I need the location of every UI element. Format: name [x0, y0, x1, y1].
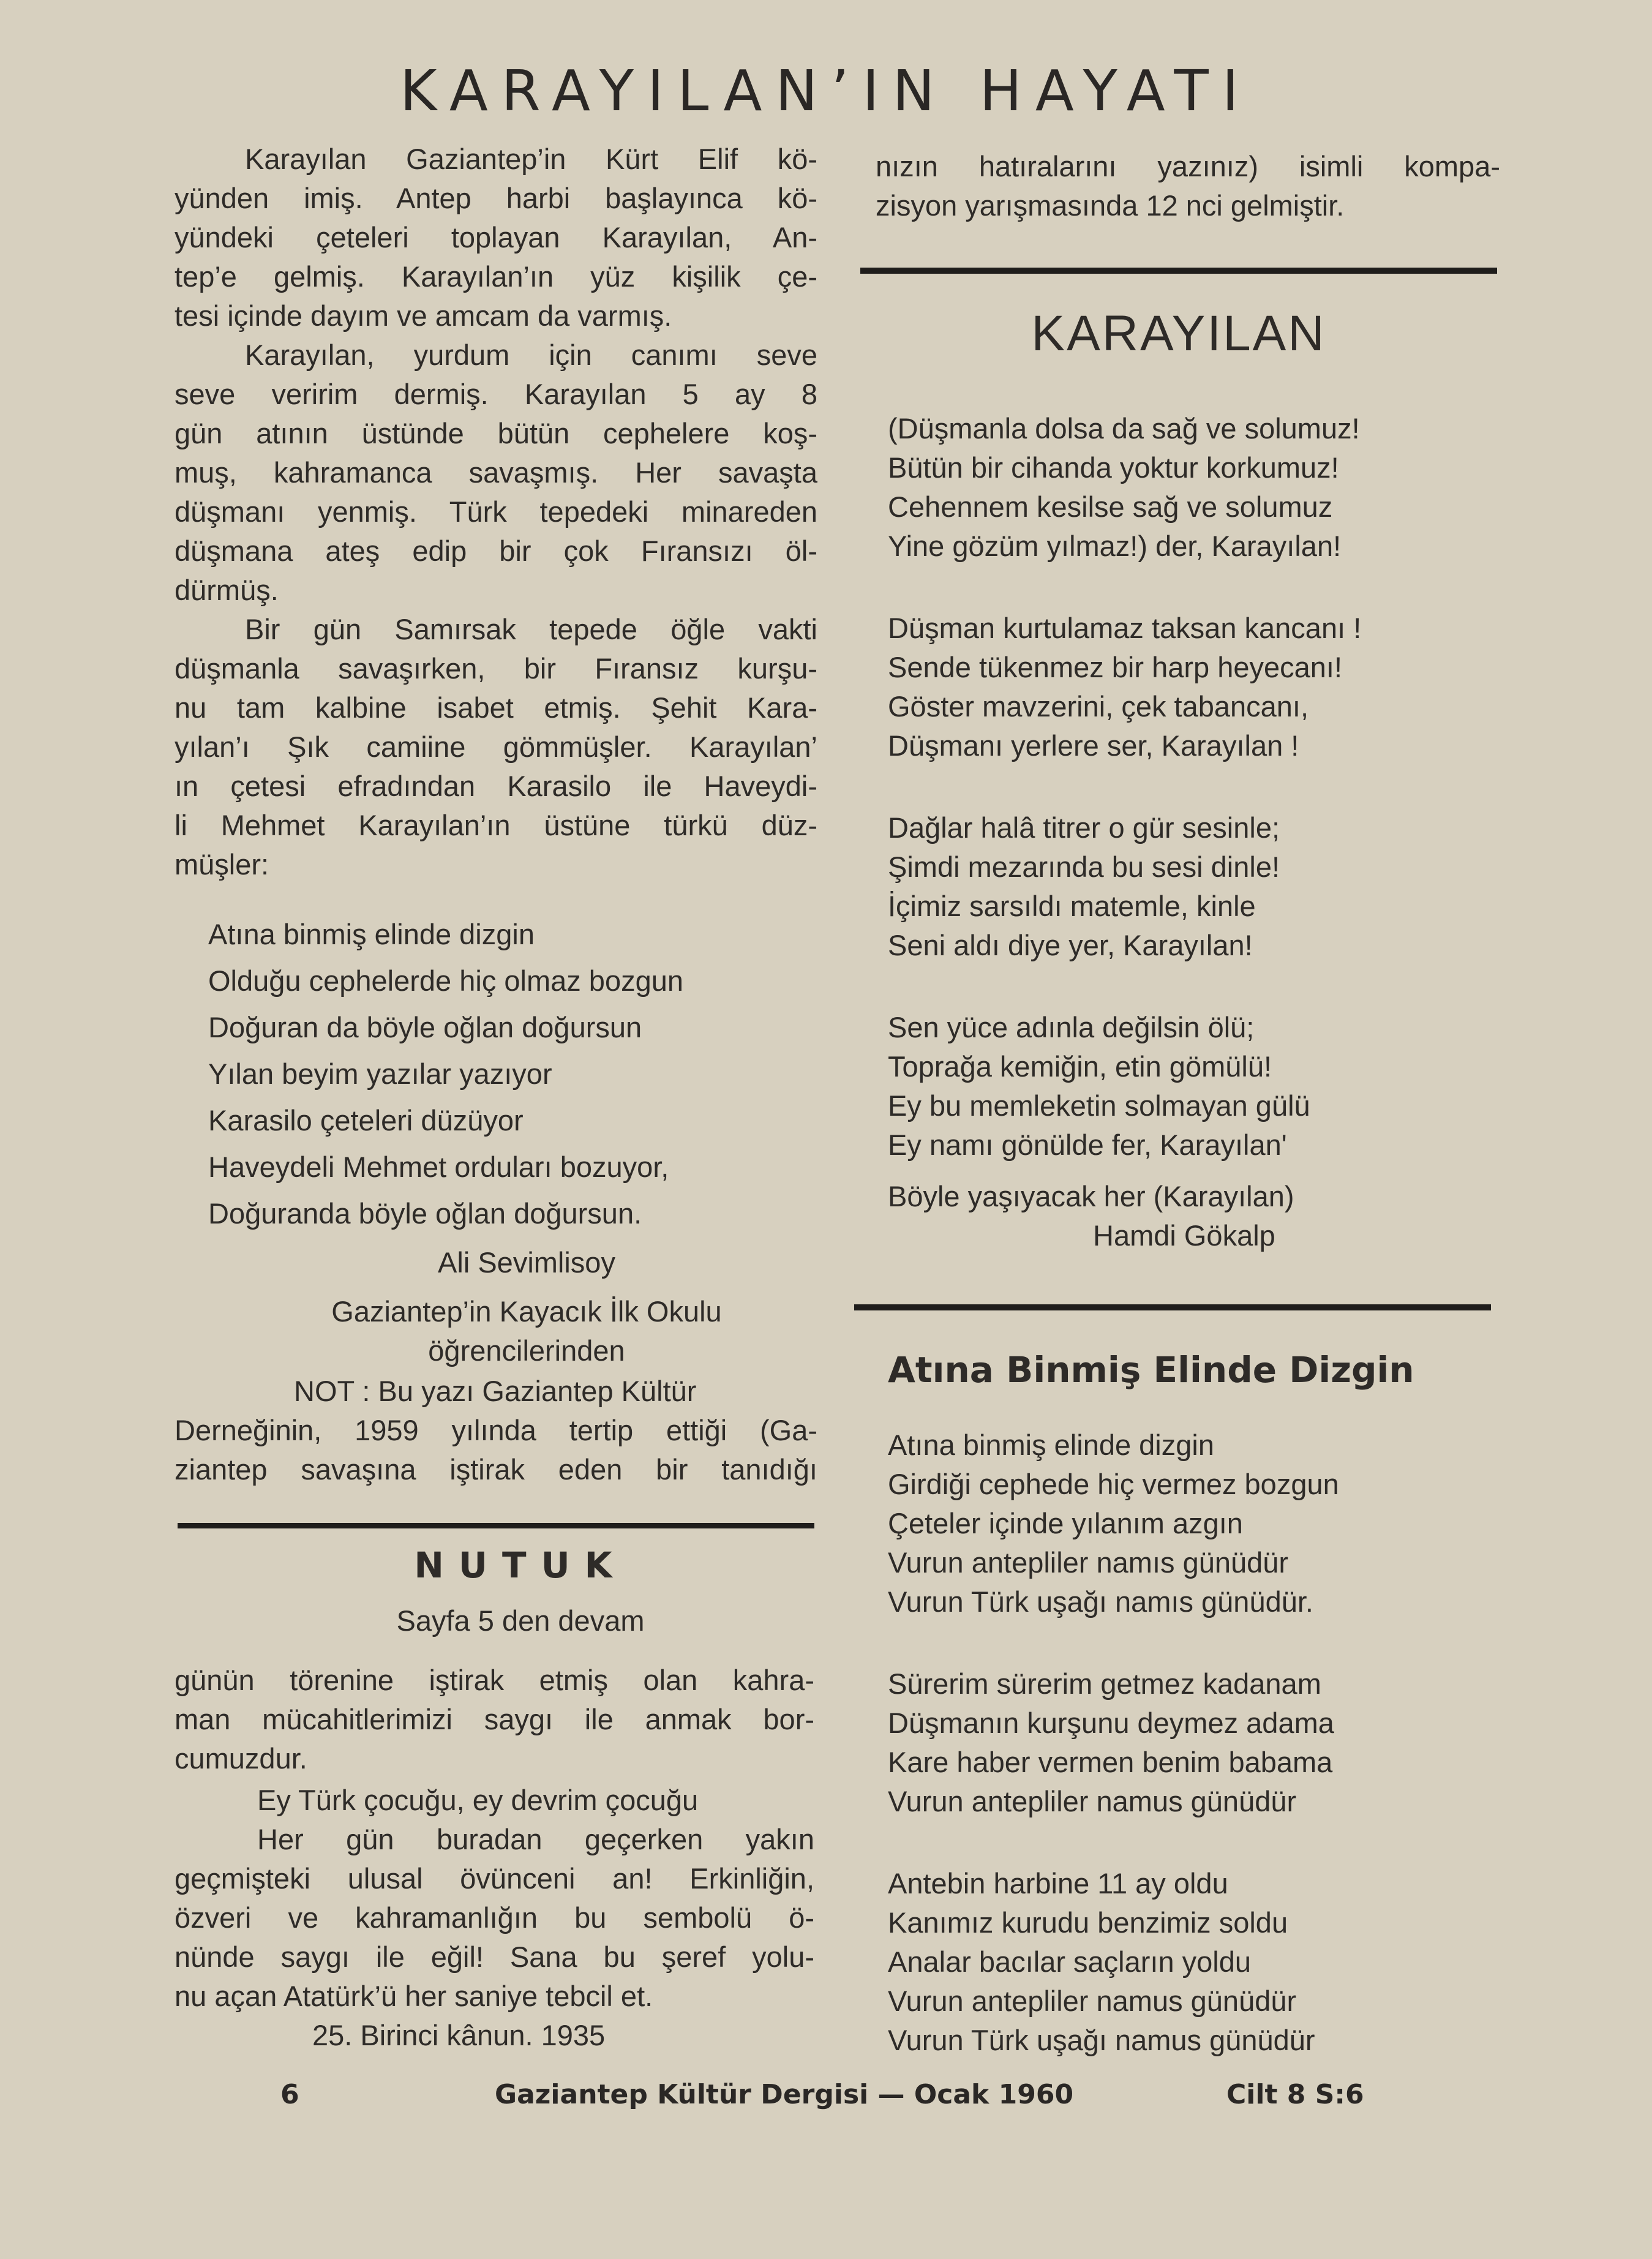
article-line: ın çetesi efradından Karasilo ile Haveydi-: [175, 770, 817, 802]
article-line: yünden imiş. Antep harbi başlayınca kö-: [175, 182, 817, 214]
note-block: [175, 1372, 817, 1489]
poem-line: Analar bacılar saçların yoldu: [888, 1945, 1252, 1978]
poem-line: Göster mavzerini, çek tabancanı,: [888, 690, 1309, 723]
article-line: gün atının üstünde bütün cephelere koş-: [175, 417, 817, 449]
poem-line: Sürerim sürerim getmez kadanam: [888, 1667, 1321, 1700]
atina-binmis-poem: [888, 1426, 1500, 2060]
note-line: Derneğinin, 1959 yılında tertip ettiği (Ga-: [175, 1414, 817, 1446]
stanza: [888, 1008, 1500, 1165]
nutuk-line: özveri ve kahramanlığın bu sembolü ö-: [175, 1901, 814, 1934]
article-line: dürmüş.: [175, 574, 279, 606]
poem-line: Sen yüce adınla değilsin ölü;: [888, 1011, 1255, 1043]
poem-line: İçimiz sarsıldı matemle, kinle: [888, 890, 1256, 922]
note-line: ziantep savaşına iştirak eden bir tanıdığı: [175, 1453, 817, 1486]
poem-line: Kanımız kurudu benzimiz soldu: [888, 1906, 1288, 1939]
poem-line: Çeteler içinde yılanım azgın: [888, 1507, 1243, 1539]
article-line: müşler:: [175, 848, 269, 881]
poem-line: Doğuran da böyle oğlan doğursun: [208, 1011, 642, 1043]
poem-line: Düşman kurtulamaz taksan kancanı !: [888, 612, 1362, 644]
nutuk-date: 25. Birinci kânun. 1935: [312, 2019, 606, 2051]
left-poem: [208, 911, 820, 1237]
atina-binmis-title: Atına Binmiş Elinde Dizgin: [888, 1349, 1414, 1391]
karayilan-poem: [888, 409, 1500, 1255]
poem-line: Düşmanın kurşunu deymez adama: [888, 1707, 1334, 1739]
nutuk-subtitle: Sayfa 5 den devam: [396, 1604, 645, 1637]
article-line: düşmana ateş edip bir çok Fıransızı öl-: [175, 535, 817, 567]
stanza: [888, 1664, 1500, 1821]
continued-line: zisyon yarışmasında 12 nci gelmiştir.: [876, 189, 1345, 222]
poem-line: Düşmanı yerlere ser, Karayılan !: [888, 729, 1299, 762]
poem-line: Ey namı gönülde fer, Karayılan': [888, 1129, 1287, 1161]
school-block: [175, 1292, 879, 1370]
article-line: düşmanla savaşırken, bir Fıransız kurşu-: [175, 652, 817, 685]
article-line: nu tam kalbine isabet etmiş. Şehit Kara-: [175, 691, 817, 724]
article-line: Karayılan Gaziantep’in Kürt Elif kö-: [245, 143, 817, 175]
note-line: NOT : Bu yazı Gaziantep Kültür: [294, 1375, 697, 1407]
poem-line: Girdiği cephede hiç vermez bozgun: [888, 1468, 1339, 1500]
poem-line: Toprağa kemiğin, etin gömülü!: [888, 1050, 1272, 1083]
poem-closing: Böyle yaşıyacak her (Karayılan): [888, 1180, 1294, 1212]
poem-line: Sende tükenmez bir harp heyecanı!: [888, 651, 1343, 683]
article-line: yılan’ı Şık camiine gömmüşler. Karayılan’: [175, 731, 817, 763]
divider: [854, 1304, 1491, 1310]
article-line: li Mehmet Karayılan’ın üstüne türkü düz-: [175, 809, 817, 841]
volume-info: Cilt 8 S:6: [1226, 2079, 1364, 2110]
nutuk-subtitle-block: [175, 1601, 866, 1641]
divider: [860, 268, 1497, 274]
divider: [178, 1523, 814, 1528]
stanza: [888, 1864, 1500, 2060]
poem-line: Cehennem kesilse sağ ve solumuz: [888, 491, 1333, 523]
page-title: KARAYILAN’IN HAYATI: [400, 58, 1252, 124]
nutuk-line: cumuzdur.: [175, 1742, 307, 1775]
poem-line: Seni aldı diye yer, Karayılan!: [888, 929, 1253, 961]
poem-line: Antebin harbine 11 ay oldu: [888, 1867, 1228, 1900]
article-line: Bir gün Samırsak tepede öğle vakti: [245, 613, 817, 645]
nutuk-line: günün törenine iştirak etmiş olan kahra-: [175, 1664, 814, 1696]
article-line: seve veririm dermiş. Karayılan 5 ay 8: [175, 378, 817, 410]
nutuk-line: man mücahitlerimizi saygı ile anmak bor-: [175, 1703, 814, 1735]
poem-line: Vurun Türk uşağı namus günüdür: [888, 2024, 1315, 2056]
nutuk-line: Her gün buradan geçerken yakın: [257, 1823, 814, 1855]
nutuk-line: nu açan Atatürk’ü her saniye tebcil et.: [175, 1980, 653, 2012]
page-number: 6: [280, 2079, 299, 2110]
poem-line: Şimdi mezarında bu sesi dinle!: [888, 851, 1280, 883]
poem-line: Vurun antepliler namıs günüdür: [888, 1546, 1289, 1579]
poem-line: Vurun antepliler namus günüdür: [888, 1985, 1297, 2017]
stanza: [888, 808, 1500, 965]
poem-line: Vurun Türk uşağı namıs günüdür.: [888, 1585, 1313, 1618]
article-line: Karayılan, yurdum için canımı seve: [245, 339, 817, 371]
left-article: [175, 140, 817, 884]
article-line: tep’e gelmiş. Karayılan’ın yüz kişilik çe-: [175, 260, 817, 293]
poem-line: Vurun antepliler namus günüdür: [888, 1785, 1297, 1817]
article-line: yündeki çeteleri toplayan Karayılan, An-: [175, 221, 817, 254]
author-name: Ali Sevimlisoy: [438, 1246, 615, 1279]
poem-line: Bütün bir cihanda yoktur korkumuz!: [888, 451, 1339, 484]
article-line: düşmanı yenmiş. Türk tepedeki minareden: [175, 495, 817, 528]
nutuk-body: [175, 1661, 814, 1778]
poem-line: Yılan beyim yazılar yazıyor: [208, 1058, 552, 1090]
karayilan-title: KARAYILAN: [1031, 306, 1326, 361]
article-line: tesi içinde dayım ve amcam da varmış.: [175, 299, 672, 332]
stanza: [888, 1426, 1500, 1622]
poem-line: Dağlar halâ titrer o gür sesinle;: [888, 811, 1280, 844]
stanza: [888, 409, 1500, 566]
poem-line: Olduğu cephelerde hiç olmaz bozgun: [208, 964, 684, 997]
article-line: muş, kahramanca savaşmış. Her savaşta: [175, 456, 817, 489]
poem-line: Karasilo çeteleri düzüyor: [208, 1104, 524, 1137]
poem-line: (Düşmanla dolsa da sağ ve solumuz!: [888, 412, 1360, 445]
school-line: öğrencilerinden: [428, 1334, 625, 1367]
poem-line: Ey bu memleketin solmayan gülü: [888, 1089, 1310, 1122]
poem-line: Yine gözüm yılmaz!) der, Karayılan!: [888, 530, 1342, 562]
publication-info: Gaziantep Kültür Dergisi — Ocak 1960: [495, 2079, 1074, 2110]
school-line: Gaziantep’in Kayacık İlk Okulu: [331, 1295, 722, 1328]
nutuk-line: geçmişteki ulusal övünceni an! Erkinliğin,: [175, 1862, 814, 1895]
poem-line: Kare haber vermen benim babama: [888, 1746, 1333, 1778]
poem-line: Atına binmiş elinde dizgin: [208, 918, 535, 950]
continued-line: nızın hatıralarını yazınız) isimli kompa-: [876, 150, 1500, 182]
nutuk-title: NUTUK: [414, 1544, 627, 1586]
stanza: [888, 609, 1500, 765]
nutuk-line: nünde saygı ile eğil! Sana bu şeref yolu-: [175, 1941, 814, 1973]
poem-line: Doğuranda böyle oğlan doğursun.: [208, 1197, 642, 1230]
nutuk-body-2: [175, 1781, 814, 2055]
poem-author: Hamdi Gökalp: [1093, 1219, 1275, 1252]
poem-line: Haveydeli Mehmet orduları bozuyor,: [208, 1151, 669, 1183]
nutuk-line: Ey Türk çocuğu, ey devrim çocuğu: [257, 1784, 699, 1816]
right-top: [876, 147, 1500, 225]
poem-line: Atına binmiş elinde dizgin: [888, 1429, 1214, 1461]
author-block: [175, 1243, 879, 1282]
